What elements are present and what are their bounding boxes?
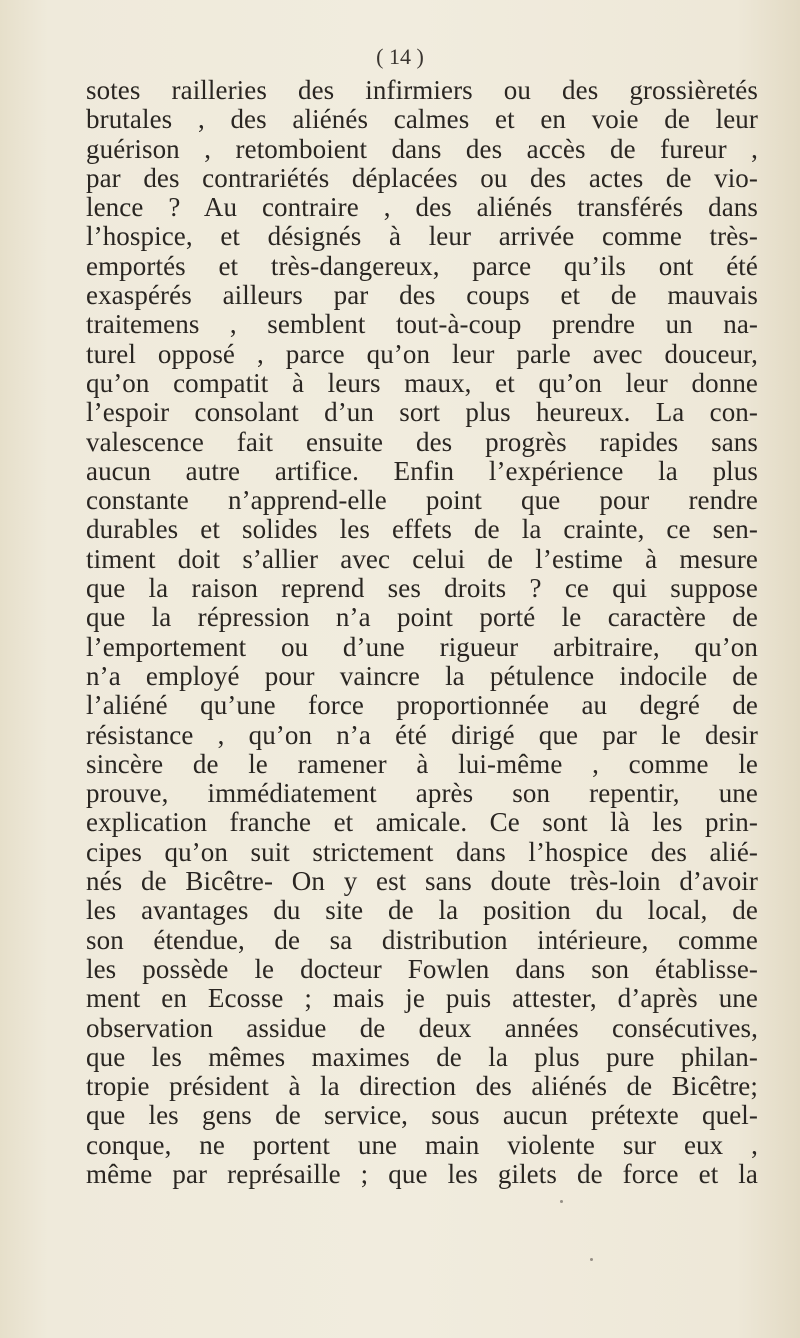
text-line: n’a employé pour vaincre la pétulence indocile de [86, 660, 758, 691]
text-line: explication franche et amicale. Ce sont là les prin- [86, 807, 758, 838]
text-line: traitemens , semblent tout-à-coup prendre un na- [86, 309, 758, 340]
text-line: emportés et très-dangereux, parce qu’ils ont été [86, 250, 758, 281]
text-line: l’espoir consolant d’un sort plus heureux. La con- [86, 397, 758, 428]
text-line: que la répression n’a point porté le caractère de [86, 602, 758, 633]
text-line: exaspérés ailleurs par des coups et de mauvais [86, 280, 758, 311]
text-line: que la raison reprend ses droits ? ce qui suppose [86, 573, 758, 604]
text-line: l’aliéné qu’une force proportionnée au degré de [86, 690, 758, 721]
text-line: résistance , qu’on n’a été dirigé que par le desir [86, 719, 758, 750]
text-line: timent doit s’allier avec celui de l’estime à mesure [86, 543, 758, 574]
page-number: ( 14 ) [376, 44, 424, 69]
text-line: même par représaille ; que les gilets de force et la [86, 1158, 758, 1189]
text-line: les possède le docteur Fowlen dans son établisse- [86, 953, 758, 984]
text-line: l’hospice, et désignés à leur arrivée comme très- [86, 221, 758, 252]
text-line: sincère de le ramener à lui-même , comme le [86, 748, 758, 779]
text-line: que les gens de service, sous aucun prétexte quel- [86, 1100, 758, 1131]
text-line: constante n’apprend-elle point que pour rendre [86, 485, 758, 516]
text-line: qu’on compatit à leurs maux, et qu’on leur donne [86, 367, 758, 398]
text-line: son étendue, de sa distribution intérieure, comme [86, 924, 758, 955]
text-line: par des contrariétés déplacées ou des actes de vio- [86, 162, 758, 193]
text-line: que les mêmes maximes de la plus pure philan- [86, 1041, 758, 1072]
text-line: ment en Ecosse ; mais je puis attester, d’après une [86, 983, 758, 1014]
text-line: les avantages du site de la position du local, de [86, 895, 758, 926]
body-text [86, 76, 758, 1189]
text-line: prouve, immédiatement après son repentir, une [86, 778, 758, 809]
text-line: conque, ne portent une main violente sur eux , [86, 1129, 758, 1160]
text-line: brutales , des aliénés calmes et en voie de leur [86, 104, 758, 135]
text-line: valescence fait ensuite des progrès rapides sans [86, 426, 758, 457]
paper-speck [560, 1200, 563, 1203]
text-line: observation assidue de deux années consécutives, [86, 1012, 758, 1043]
text-line: guérison , retomboient dans des accès de fureur , [86, 133, 758, 164]
text-line: durables et solides les effets de la crainte, ce sen- [86, 514, 758, 545]
text-line: aucun autre artifice. Enfin l’expérience la plus [86, 455, 758, 486]
text-line: turel opposé , parce qu’on leur parle avec douceur, [86, 338, 758, 369]
paper-speck [590, 1258, 593, 1261]
text-line: sotes railleries des infirmiers ou des grossièretés [86, 75, 758, 105]
text-line: nés de Bicêtre- On y est sans doute très-loin d’avoir [86, 866, 758, 897]
text-line: cipes qu’on suit strictement dans l’hospice des alié- [86, 836, 758, 867]
text-line: tropie président à la direction des aliénés de Bicêtre; [86, 1071, 758, 1102]
text-line: lence ? Au contraire , des aliénés transférés dans [86, 192, 758, 223]
text-line: l’emportement ou d’une rigueur arbitraire, qu’on [86, 631, 758, 662]
